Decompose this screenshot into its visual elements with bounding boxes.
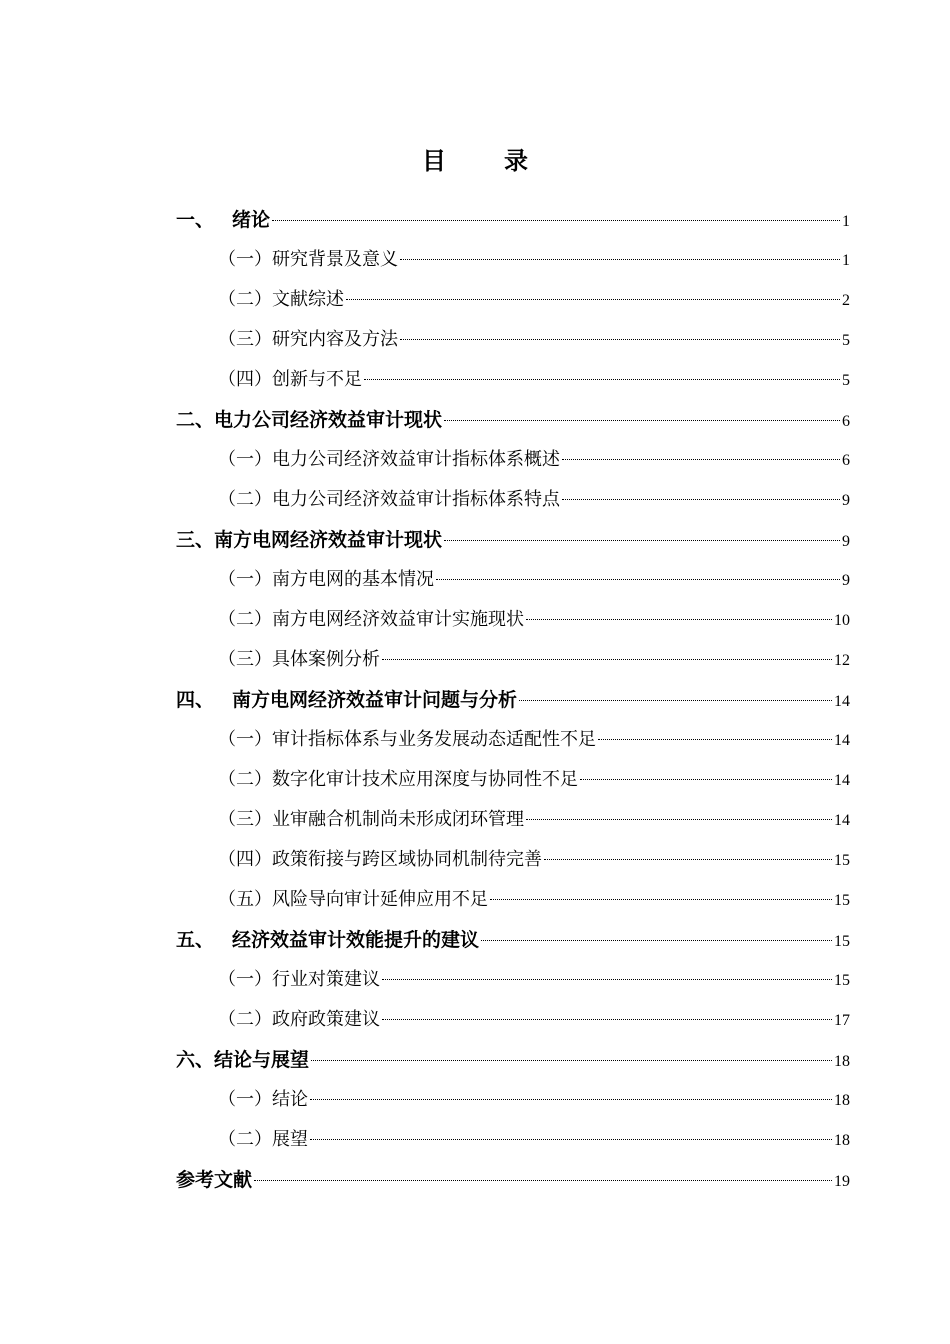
toc-section-entry[interactable]: [176, 240, 850, 280]
toc-dot-leader: [544, 858, 832, 860]
toc-chapter-entry[interactable]: [176, 200, 850, 240]
toc-dot-leader: [400, 258, 840, 260]
toc-entry-number: （三）: [218, 649, 272, 670]
toc-section-entry[interactable]: [176, 480, 850, 520]
toc-dot-leader: [519, 699, 832, 701]
toc-entry-label: 南方电网的基本情况: [272, 569, 434, 590]
toc-dot-leader: [562, 458, 840, 460]
toc-entry-label: 研究内容及方法: [272, 329, 398, 350]
toc-page-number: 18: [834, 1053, 850, 1070]
toc-dot-leader: [382, 1018, 832, 1020]
toc-dot-leader: [254, 1179, 832, 1181]
toc-title-part2: 录: [504, 147, 528, 175]
toc-entry-label: 具体案例分析: [272, 649, 380, 670]
toc-section-entry[interactable]: [176, 1080, 850, 1120]
toc-page-number: 15: [834, 852, 850, 869]
toc-entry-number: （三）: [218, 809, 272, 830]
toc-entry-label: 审计指标体系与业务发展动态适配性不足: [272, 729, 596, 750]
toc-dot-leader: [526, 618, 832, 620]
toc-entry-label: 文献综述: [272, 289, 344, 310]
toc-dot-leader: [364, 378, 840, 380]
toc-page-number: 14: [834, 693, 850, 710]
toc-page-number: 1: [842, 213, 850, 230]
toc-entry-number: （四）: [218, 849, 272, 870]
toc-entry-label: 结论: [272, 1089, 308, 1110]
toc-page-number: 6: [842, 413, 850, 430]
toc-title-part1: 目: [422, 147, 446, 175]
toc-section-entry[interactable]: [176, 760, 850, 800]
toc-entry-number: （二）: [218, 489, 272, 510]
toc-entry-label: 风险导向审计延伸应用不足: [272, 889, 488, 910]
toc-section-entry[interactable]: [176, 960, 850, 1000]
toc-page-number: 15: [834, 972, 850, 989]
toc-entry-label: 参考文献: [176, 1169, 253, 1191]
toc-entry-number: 四、: [176, 689, 215, 711]
toc-page-number: 5: [842, 372, 850, 389]
toc-chapter-entry[interactable]: [176, 1040, 850, 1080]
toc-entry-label: 展望: [272, 1129, 308, 1150]
toc-entry-number: 二、: [176, 409, 215, 431]
toc-entry-number: （四）: [218, 369, 272, 390]
toc-dot-leader: [311, 1059, 832, 1061]
toc-dot-leader: [598, 738, 832, 740]
toc-section-entry[interactable]: [176, 720, 850, 760]
toc-page-number: 17: [834, 1012, 850, 1029]
toc-entry-number: （一）: [218, 569, 272, 590]
toc-entry-number: （一）: [218, 249, 272, 270]
toc-dot-leader: [444, 539, 840, 541]
toc-section-entry[interactable]: [176, 320, 850, 360]
toc-dot-leader: [481, 939, 832, 941]
toc-page-number: 10: [834, 612, 850, 629]
toc-entry-label: 政府政策建议: [272, 1009, 380, 1030]
toc-dot-leader: [382, 978, 832, 980]
toc-page-number: 9: [842, 492, 850, 509]
toc-section-entry[interactable]: [176, 280, 850, 320]
toc-entry-number: 五、: [176, 929, 215, 951]
toc-chapter-entry[interactable]: [176, 520, 850, 560]
toc-dot-leader: [444, 419, 840, 421]
toc-entry-label: 数字化审计技术应用深度与协同性不足: [272, 769, 578, 790]
toc-page-number: 14: [834, 732, 850, 749]
toc-entry-label: 南方电网经济效益审计问题与分析: [232, 689, 518, 711]
toc-page-number: 5: [842, 332, 850, 349]
toc-page-number: 15: [834, 933, 850, 950]
toc-entry-number: （一）: [218, 969, 272, 990]
toc-section-entry[interactable]: [176, 1000, 850, 1040]
toc-entry-number: （一）: [218, 729, 272, 750]
toc-section-entry[interactable]: [176, 840, 850, 880]
toc-page-number: 15: [834, 892, 850, 909]
toc-entry-number: 三、: [176, 529, 215, 551]
toc-chapter-entry[interactable]: [176, 400, 850, 440]
toc-section-entry[interactable]: [176, 560, 850, 600]
toc-section-entry[interactable]: [176, 600, 850, 640]
toc-entry-label: 电力公司经济效益审计指标体系特点: [272, 489, 560, 510]
toc-entry-number: （一）: [218, 1089, 272, 1110]
toc-entry-label: 结论与展望: [214, 1049, 310, 1071]
toc-page-number: 14: [834, 772, 850, 789]
toc-chapter-entry[interactable]: [176, 920, 850, 960]
toc-entry-number: （三）: [218, 329, 272, 350]
toc-dot-leader: [562, 498, 840, 500]
toc-entry-number: （二）: [218, 609, 272, 630]
toc-page-number: 9: [842, 572, 850, 589]
toc-dot-leader: [310, 1098, 832, 1100]
toc-entry-label: 电力公司经济效益审计现状: [214, 409, 443, 431]
toc-title: [0, 141, 950, 176]
toc-dot-leader: [310, 1138, 832, 1140]
toc-entry-label: 南方电网经济效益审计现状: [214, 529, 443, 551]
toc-entry-number: （一）: [218, 449, 272, 470]
toc-page-number: 18: [834, 1132, 850, 1149]
toc-entry-number: （五）: [218, 889, 272, 910]
toc-entry-number: 六、: [176, 1049, 215, 1071]
toc-page-number: 12: [834, 652, 850, 669]
toc-page-number: 9: [842, 533, 850, 550]
toc-section-entry[interactable]: [176, 640, 850, 680]
toc-section-entry[interactable]: [176, 360, 850, 400]
toc-dot-leader: [580, 778, 832, 780]
toc-page-number: 2: [842, 292, 850, 309]
toc-chapter-entry[interactable]: [176, 1160, 850, 1200]
toc-dot-leader: [272, 219, 840, 221]
toc-section-entry[interactable]: [176, 800, 850, 840]
toc-page-number: 6: [842, 452, 850, 469]
toc-entry-label: 政策衔接与跨区域协同机制待完善: [272, 849, 542, 870]
toc-entry-label: 经济效益审计效能提升的建议: [232, 929, 480, 951]
toc-chapter-entry[interactable]: [176, 680, 850, 720]
toc-page-number: 14: [834, 812, 850, 829]
toc-entry-label: 业审融合机制尚未形成闭环管理: [272, 809, 524, 830]
toc-entry-number: （二）: [218, 1129, 272, 1150]
toc-entry-label: 南方电网经济效益审计实施现状: [272, 609, 524, 630]
toc-dot-leader: [346, 298, 840, 300]
toc-entry-number: （二）: [218, 289, 272, 310]
toc-section-entry[interactable]: [176, 880, 850, 920]
toc-entry-number: （二）: [218, 1009, 272, 1030]
toc-dot-leader: [382, 658, 832, 660]
toc-entry-label: 行业对策建议: [272, 969, 380, 990]
toc-section-entry[interactable]: [176, 1120, 850, 1160]
toc-dot-leader: [526, 818, 832, 820]
toc-page-number: 1: [842, 252, 850, 269]
toc-page-number: 19: [834, 1173, 850, 1190]
toc-entry-label: 研究背景及意义: [272, 249, 398, 270]
toc-entry-number: 一、: [176, 209, 215, 231]
toc-page-number: 18: [834, 1092, 850, 1109]
toc-entry-number: （二）: [218, 769, 272, 790]
toc-section-entry[interactable]: [176, 440, 850, 480]
toc-entry-label: 电力公司经济效益审计指标体系概述: [272, 449, 560, 470]
table-of-contents: [176, 200, 850, 1200]
toc-entry-label: 创新与不足: [272, 369, 362, 390]
toc-dot-leader: [490, 898, 832, 900]
toc-entry-label: 绪论: [232, 209, 271, 231]
toc-dot-leader: [400, 338, 840, 340]
toc-dot-leader: [436, 578, 840, 580]
